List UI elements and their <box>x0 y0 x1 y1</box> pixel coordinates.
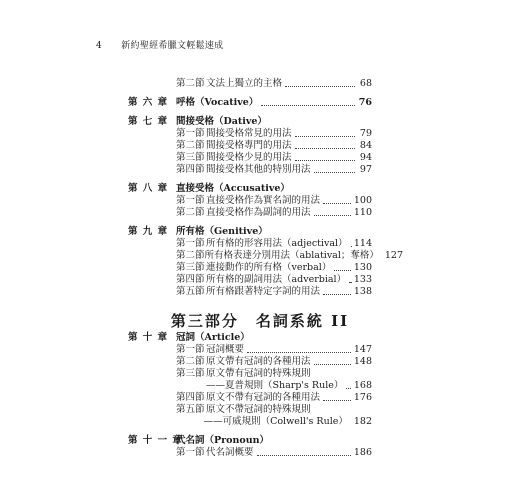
page-number-ref: 148 <box>353 356 372 367</box>
section-label: 第二節 <box>176 207 205 218</box>
page-number-ref: 68 <box>359 78 372 89</box>
page-number-ref: 84 <box>359 140 372 151</box>
dot-leader <box>323 285 351 295</box>
section-label: 第一節 <box>176 447 205 458</box>
section-label: 第五節 <box>176 404 205 415</box>
dot-leader <box>295 151 355 161</box>
section-label: 第二節 <box>176 250 205 261</box>
toc-section-row <box>176 206 372 220</box>
section-title: 文法上獨立的主格 <box>206 78 283 89</box>
section-title: 原文不帶冠詞的特殊規則 <box>206 404 311 415</box>
toc-section-row <box>176 77 372 91</box>
section-label: 第五節 <box>176 286 205 297</box>
page-number-ref: 94 <box>359 152 372 163</box>
toc-section-row <box>176 446 372 460</box>
section-label: 第四節 <box>176 392 205 403</box>
section-title: ——夏普規則（Sharp's Rule） <box>206 380 344 391</box>
section-title: 間接受格其他的特別用法 <box>206 164 311 175</box>
toc-chapter-row <box>128 96 372 110</box>
dot-leader <box>285 77 355 87</box>
section-label: 第三節 <box>176 368 205 379</box>
dot-leader <box>346 379 351 389</box>
chapter-title-text: 間接受格（Dative） <box>176 116 267 127</box>
dot-leader <box>314 355 351 365</box>
section-title: 間接受格常見的用法 <box>206 128 292 139</box>
section-title: 連接動作的所有格（verbal） <box>206 262 332 273</box>
page-number-ref: 133 <box>353 274 372 285</box>
section-title: ——可威規則（Colwell's Rule） <box>203 416 348 427</box>
page-number-ref: 168 <box>353 380 372 391</box>
chapter-title <box>176 96 372 110</box>
chapter-label: 第 八 章 <box>128 183 169 194</box>
section-label: 第一節 <box>176 195 205 206</box>
section-label: 第二節 <box>176 356 205 367</box>
section-label: 第二節 <box>176 140 205 151</box>
page-number-ref: 97 <box>359 164 372 175</box>
section-title: 冠詞概要 <box>206 344 245 355</box>
dot-leader <box>314 163 355 173</box>
book-title: 新約聖經希臘文輕鬆速成 <box>121 41 224 51</box>
chapter-title-text: 代名詞（Pronoun） <box>176 435 270 446</box>
page-number-ref: 176 <box>353 392 372 403</box>
chapter-title-text: 冠詞（Article） <box>176 332 250 343</box>
chapter-label: 第 六 章 <box>128 97 169 108</box>
page-number: 4 <box>96 41 103 51</box>
dot-leader <box>247 343 351 353</box>
section-title: 間接受格少見的用法 <box>206 152 292 163</box>
section-title: 所有格的副詞用法（adverbial） <box>206 274 347 285</box>
section-title: 直接受格作為實名詞的用法 <box>206 195 321 206</box>
page-number-ref: 186 <box>353 447 372 458</box>
page-number-ref: 182 <box>353 416 372 427</box>
dot-leader <box>334 261 351 271</box>
dot-leader <box>349 273 351 283</box>
page-number-ref: 100 <box>353 195 372 206</box>
dot-leader <box>295 139 355 149</box>
section-label: 第四節 <box>176 164 205 175</box>
toc-section-row <box>176 285 372 299</box>
section-title: 所有格表達分別用法（ablatival；奪格） <box>204 250 379 261</box>
dot-leader <box>323 391 351 401</box>
toc-section-row <box>176 163 372 177</box>
section-title: 原文帶有冠詞的各種用法 <box>206 356 311 367</box>
page-number-ref: 138 <box>353 286 372 297</box>
section-title: 間接受格專門的用法 <box>206 140 292 151</box>
chapter-label: 第 九 章 <box>128 226 169 237</box>
page-number-ref: 130 <box>353 262 372 273</box>
section-title: 直接受格作為副詞的用法 <box>206 207 311 218</box>
section-label: 第三節 <box>176 262 205 273</box>
part-title: 第三部分 名詞系統 II <box>170 312 350 330</box>
section-title: 代名詞概要 <box>206 447 254 458</box>
page-number-ref: 147 <box>353 344 372 355</box>
page-number-ref: 76 <box>358 97 372 108</box>
section-title: 原文不帶有冠詞的各種用法 <box>206 392 321 403</box>
page-number-ref: 79 <box>359 128 372 139</box>
toc-continuation-row <box>176 415 372 429</box>
section-title: 所有格跟著特定字詞的用法 <box>206 286 321 297</box>
page-number-ref: 114 <box>353 238 372 249</box>
chapter-label: 第 十 章 <box>128 332 169 343</box>
chapter-title-text: 呼格（Vocative） <box>176 97 259 108</box>
section-label: 第二節 <box>176 78 205 89</box>
chapter-title-text: 直接受格（Accusative） <box>176 183 290 194</box>
section-title: 原文帶有冠詞的特殊規則 <box>206 368 311 379</box>
section-label: 第三節 <box>176 152 205 163</box>
section-label: 第一節 <box>176 128 205 139</box>
chapter-label: 第 七 章 <box>128 116 169 127</box>
chapter-title-text: 所有格（Genitive） <box>176 226 268 237</box>
dot-leader <box>323 194 351 204</box>
chapter-label: 第 十 一 章 <box>128 435 183 446</box>
dot-leader <box>261 96 355 106</box>
section-label: 第一節 <box>176 238 205 249</box>
dot-leader <box>295 127 355 137</box>
page-number-ref: 127 <box>384 250 404 261</box>
section-label: 第四節 <box>176 274 205 285</box>
dot-leader <box>314 206 351 216</box>
page-number-ref: 110 <box>353 207 372 218</box>
section-label <box>176 415 204 429</box>
section-title: 所有格的形容用法（adjectival） <box>206 238 348 249</box>
section-label: 第一節 <box>176 344 205 355</box>
dot-leader <box>257 446 351 456</box>
